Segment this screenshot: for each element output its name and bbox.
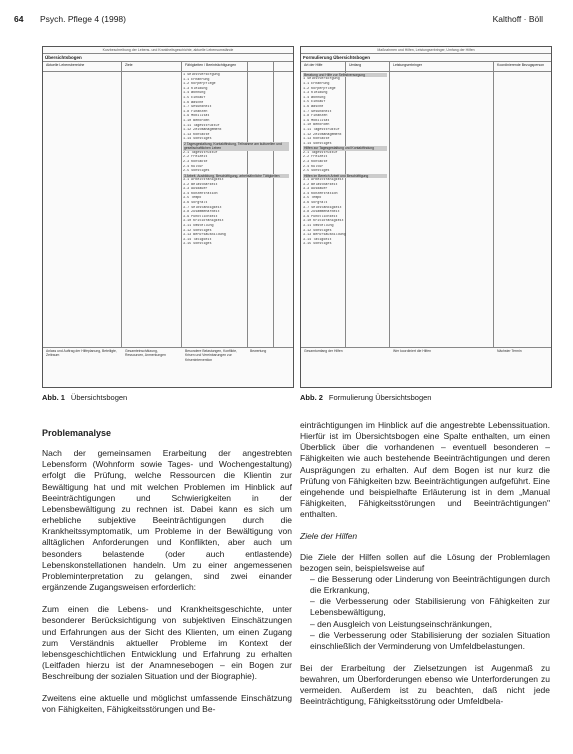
form-row: 1.2 Körperpflege (183, 82, 216, 87)
figure-2-foot-a: Gesamtumfang der Hilfen (304, 349, 343, 353)
figure-2-top-text: Maßnahmen und Hilfen, Leistungserbringer, Umfang der Hilfen (301, 47, 551, 54)
form-row: 3.13 Berufsausbildung (303, 233, 346, 238)
left-column (42, 428, 292, 716)
list-item: – die Verbesserung oder Stabilisierung von Fähigkeiten zur Lebensbewältigung, (310, 596, 550, 618)
paragraph: Nach der gemeinsamen Erarbeitung der angestrebten Lebensform (Wohnform sowie Tages- und Wochengestaltung) erfolgt die Prüfung, welche Ressourcen die Klientin zur Bewältigung hat und mit welchen Problemen im Hinblick auf Beeinträchtigungen und Schwierigkeiten in der Lebensbewältigung zu rechnen ist. Dabei kann es sich um erhebliche subjektive Beeinträchtigungen durch die Krankheitssymptomatik, um Probleme in der Bewältigung von alltäglichen Anforderungen und Konflikten, aber auch um besonders belastende (oder auch entlastende) Lebenskonstellationen handeln. Um zu einer angemessenen Probleminterpretation zu gelangen, sind zwei einander ergänzende Zugangsweisen erforderlich: (42, 448, 292, 593)
figure-2-form (300, 46, 552, 388)
section-b: 2 Tagesgestaltung, Kontaktfindung, Teilnahme am kulturellen und gesellschaftlichen Leben (183, 142, 289, 151)
form-row: 1.5 Einkauf (303, 100, 326, 105)
form-row: 1.12 Zeitmanagement (183, 128, 222, 133)
figure-1-column-headers (43, 61, 293, 72)
form-row: 1.8 Finanzen (303, 114, 328, 119)
form-row: 1.4 Wohnung (183, 91, 206, 96)
figure-2-foot-c: Nächster Termin (497, 349, 522, 353)
right-column (300, 420, 550, 708)
form-row: 1.9 Mobilität (183, 114, 210, 119)
form-row: 3.6 Sorgfalt (303, 201, 328, 206)
figure-1-title: Übersichtsbogen (43, 54, 293, 62)
section-c: Hilfen im Bereich Arbeit und Beschäftigung (303, 174, 387, 178)
form-row: 3.4 Konzentration (183, 191, 218, 196)
paragraph: Zweitens eine aktuelle und möglichst umfassende Einschätzung von Fähigkeiten, Fähigkeitsstörungen und Be- (42, 693, 292, 715)
col-header-coordinator: Koordinierende Bezugsperson (497, 63, 545, 67)
paragraph: Bei der Erarbeitung der Zielsetzungen ist Augenmaß zu bewahren, um Überforderungen ebenso wie Unterforderungen zu vermeiden. Außerdem ist zu beachten, daß nicht jede Beeinträchtigung, Fähigkeitsstörung oder Umfeldbela- (300, 662, 550, 707)
form-row: 1.5 Einkauf (183, 95, 206, 100)
form-row: 1.3 Kleidung (183, 86, 208, 91)
form-row: 1.1 Ernährung (183, 77, 210, 82)
form-row: 1.14 Sonstiges (303, 141, 332, 146)
form-row: 1.10 Behörden (303, 123, 330, 128)
form-row: 2.4 Kultur (303, 164, 324, 169)
form-row: 3.11 Umstellung (183, 224, 214, 229)
form-row: 3.1 Arbeitsfähigkeit (183, 178, 224, 183)
form-row: 2.4 Kultur (183, 164, 204, 169)
col-header-areas: Aktuelle Lebensbereiche (46, 63, 85, 67)
form-row: 3.9 Pünktlichkeit (183, 214, 218, 219)
journal-title: Psych. Pflege 4 (1998) (40, 14, 126, 24)
form-row: 2.2 Freizeit (183, 155, 208, 160)
form-row: 3.13 Berufsausbildung (183, 233, 226, 238)
form-row: 1.4 Wohnung (303, 95, 326, 100)
col-header-goals: Ziele (125, 63, 133, 67)
row-group-a (303, 77, 387, 146)
form-row: 3.2 Belastbarkeit (183, 182, 218, 187)
form-row: 3.12 Sonstiges (183, 228, 212, 233)
form-row: 1.7 Gesundheit (183, 105, 212, 110)
figure-1-foot-d: Bewertung (250, 349, 267, 353)
form-row: 1.7 Gesundheit (303, 109, 332, 114)
row-group-c (303, 178, 387, 247)
section-b: Hilfen zur Tagesgestaltung und Kontaktfindung (303, 146, 387, 150)
col-header-provider: Leistungserbringer (393, 63, 422, 67)
row-group-b (183, 151, 289, 174)
paragraph: einträchtigungen im Hinblick auf die angestrebte Lebenssituation. Hierfür ist im Übersichtsbogen eine Spalte enthalten, um einen Überblick über die vorhandenen – eventuell besonderen – Fähigkeiten wie auch bestehende Beeinträchtigungen und deren Ausprägungen zu erhalten. Auf dem Bogen ist nur kurz die Prüfung von Fähigkeiten bzw. Beeinträchtigungen aufgeführt. Eine eingehende und beispielhafte Erläuterung ist in dem „Manual Fähigkeiten, Fähigkeitsstörungen und Beeinträchtigungen" enthalten. (300, 420, 550, 520)
form-row: 1.12 Zeitmanagement (303, 132, 342, 137)
page-number: 64 (14, 14, 24, 24)
form-row: 1.1 Ernährung (303, 82, 330, 86)
form-row: 1.10 Behörden (183, 118, 210, 123)
running-author: Kalthoff · Böll (492, 14, 543, 24)
form-row: 2.1 Tagesstruktur (183, 150, 218, 155)
form-row: 3.8 Zusammenarbeit (183, 210, 220, 215)
figure-2-title: Formulierung Übersichtsbogen (301, 54, 551, 62)
form-row: 3.10 Kritikfähigkeit (303, 219, 344, 224)
section-heading-problemanalyse: Problemanalyse (42, 428, 112, 438)
figure-2-foot-b: Wer koordiniert die Hilfen (393, 349, 432, 353)
form-row: 3.5 Tempo (303, 196, 322, 201)
figure-1-foot-c: Besondere Belastungen, Konflikte, Krisen und Vereinbarungen zur Krisenintervention (185, 349, 238, 362)
form-row: 1 Selbstversorgung (303, 77, 340, 82)
section-heading-ziele: Ziele der Hilfen (300, 531, 358, 542)
form-row: 2.5 Sonstiges (183, 169, 210, 174)
form-row: 1.13 Kontakte (183, 132, 210, 137)
form-row: 1.13 Kontakte (303, 137, 330, 142)
form-row: 2.3 Kontakte (303, 159, 328, 164)
figure-1-foot-b: Gesamteinschätzung, Ressourcen, Anmerkungen (125, 349, 166, 358)
form-row: 3.4 Konzentration (303, 191, 338, 196)
figure-1-form (42, 46, 294, 388)
form-row: 1.14 Sonstiges (183, 137, 212, 142)
form-row: 2.3 Kontakte (183, 159, 208, 164)
list-item: – die Besserung oder Linderung von Beeinträchtigungen durch die Erkrankung, (310, 573, 550, 596)
paragraph: Die Ziele der Hilfen sollen auf die Lösung der Problemlagen bezogen sein, beispielsweise auf (300, 551, 550, 573)
form-row: 3.7 Selbständigkeit (183, 205, 222, 210)
col-header-amount: Umfang (349, 63, 362, 67)
form-row: 3.15 Sonstiges (303, 242, 332, 247)
list-item: – die Verbesserung oder Stabilisierung der sozialen Situation einschließlich der Verminderung von Umfeldbelastungen. (310, 629, 550, 651)
row-group-c (183, 178, 289, 247)
form-row: 3.7 Selbständigkeit (303, 205, 342, 210)
form-row: 3.6 Sorgfalt (183, 201, 208, 206)
figure-1-foot-a: Anlass und Auftrag der Hilfeplanung, Beteiligte, Zeitraum (46, 349, 117, 358)
form-row: 1 Selbstversorgung (183, 73, 220, 77)
figure-1-rows (183, 73, 289, 247)
form-row: 3.3 Ausdauer (303, 187, 328, 192)
form-row: 3.14 Tätigkeit (183, 237, 212, 242)
section-c: 3 Arbeit, Ausbildung, Beschäftigung, arbeitsähnliche Tätigkeiten (183, 174, 289, 178)
form-row: 3.15 Sonstiges (183, 242, 212, 247)
form-row: 3.1 Arbeitsfähigkeit (303, 178, 344, 183)
form-row: 3.3 Ausdauer (183, 187, 208, 192)
form-row: 2.5 Sonstiges (303, 169, 330, 174)
form-row: 2.2 Freizeit (303, 155, 328, 160)
form-row: 3.12 Sonstiges (303, 228, 332, 233)
list-item: – den Ausgleich von Leistungseinschränkungen, (310, 618, 492, 629)
form-row: 3.11 Umstellung (303, 224, 334, 229)
form-row: 1.9 Mobilität (303, 118, 330, 123)
row-group-a (183, 73, 289, 142)
figure-1-top-text: Kurzbeschreibung der Lebens- und Krankheitsgeschichte, aktuelle Lebensumstände (43, 47, 293, 54)
form-row: 2.1 Tagesstruktur (303, 150, 338, 155)
form-row: 3.9 Pünktlichkeit (303, 214, 338, 219)
col-header-abilities: Fähigkeiten / Beeinträchtigungen (185, 63, 237, 67)
form-row: 1.2 Körperpflege (303, 86, 336, 91)
form-row: 3.2 Belastbarkeit (303, 182, 338, 187)
form-row: 1.11 Tagesstruktur (183, 123, 220, 128)
form-row: 1.6 Wäsche (303, 104, 324, 109)
form-row: 3.14 Tätigkeit (303, 237, 332, 242)
form-row: 1.11 Tagesstruktur (303, 127, 340, 132)
figure-2-caption: Abb. 2 Formulierung Übersichtsbogen (300, 393, 432, 402)
goal-list (300, 574, 550, 652)
form-row: 3.5 Tempo (183, 196, 202, 201)
col-header-help-type: Art der Hilfe (304, 63, 323, 67)
row-group-b (303, 151, 387, 174)
form-row: 3.10 Kritikfähigkeit (183, 219, 224, 224)
section-a: Beratung und Hilfe zur Selbstversorgung (303, 73, 387, 77)
form-row: 1.3 Kleidung (303, 91, 328, 96)
form-row: 1.6 Wäsche (183, 100, 204, 105)
paragraph: Zum einen die Lebens- und Krankheitsgeschichte, unter besonderer Berücksichtigung von subjektiven Einschätzungen und Erfahrungen aus der Sicht des Klienten, um einen Zugang zum Verständnis aktueller Probleme im Kontext der lebensgeschichtlichen Entwicklung und Erfahrung zu erhalten (Leitfaden hierzu ist der Anamnesebogen – ein Bogen zur Beschreibung der sozialen Situation und der Biographie). (42, 604, 292, 682)
figure-1-caption: Abb. 1 Übersichtsbogen (42, 393, 128, 402)
figure-2-rows (303, 73, 387, 247)
form-row: 3.8 Zusammenarbeit (303, 210, 340, 215)
figure-2-column-headers (301, 61, 551, 72)
form-row: 1.8 Finanzen (183, 109, 208, 114)
